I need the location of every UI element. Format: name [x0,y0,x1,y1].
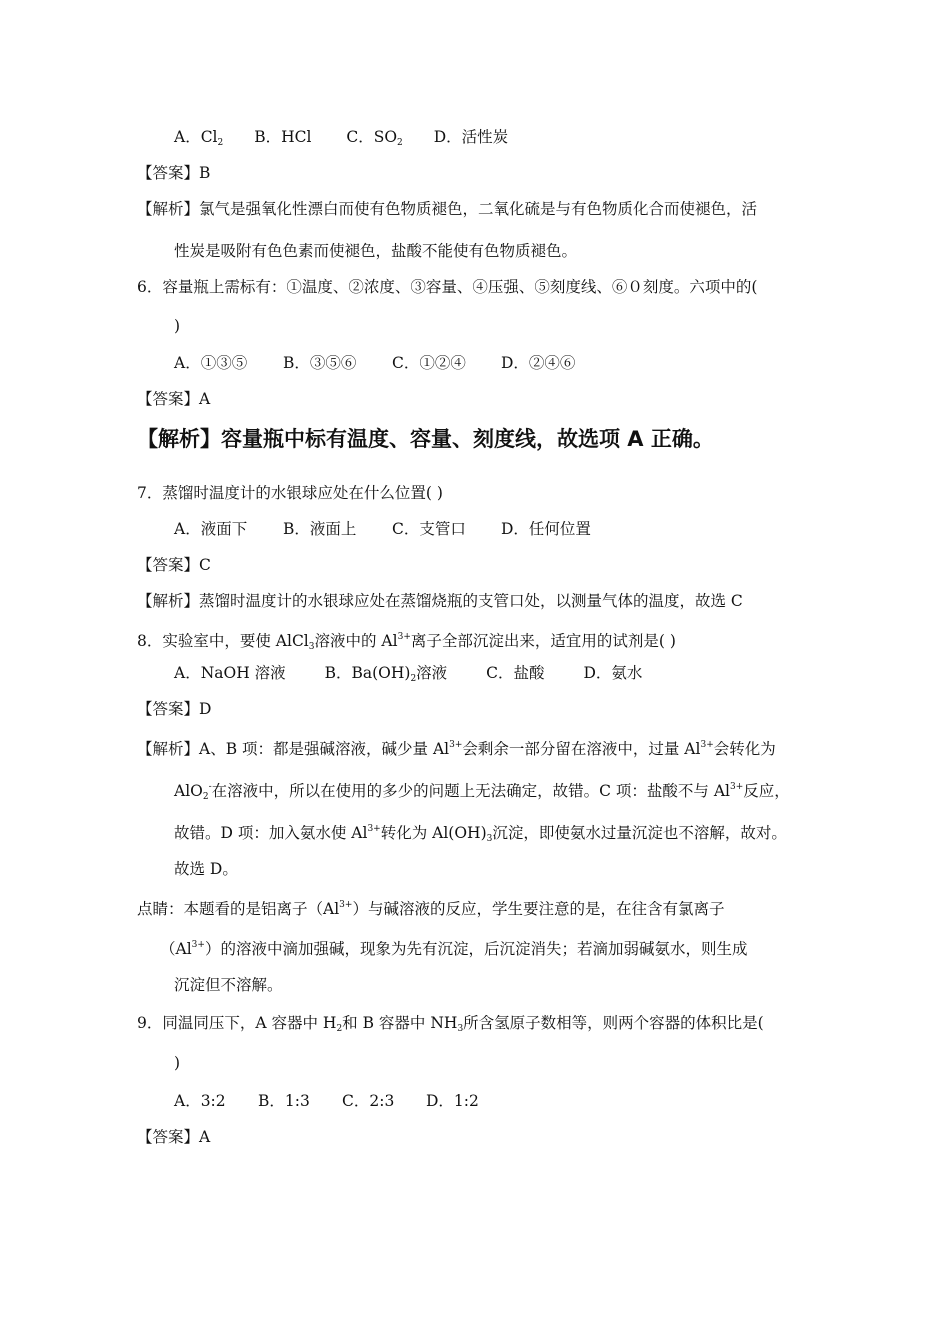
q5-option-b: B．HCl [254,128,312,146]
q9-option-c: C．2:3 [342,1092,395,1110]
q8-options [174,662,642,690]
q8-option-a: A．NaOH 溶液 [174,664,286,682]
q8-answer: 【答案】D [137,700,212,718]
q7-answer: 【答案】C [137,556,211,574]
q8-stem: 8．实验室中，要使 AlCl$_3$溶液中的 $Al^{3+}$离子全部沉淀出来，适宜用的试剂是( ) [137,632,676,652]
q9-option-b: B．1:3 [258,1092,310,1110]
q6-stem-line2: ) [174,317,181,335]
q8-analysis-line2: AlO$_2$-在溶液中，所以在使用的多少的问题上无法确定，故错。C 项：盐酸不与 $Al^{3+}$反应， [174,782,790,802]
q5-option-a: A．$Cl_2$ [174,128,224,148]
q8-option-b: B．$Ba(OH)_2$溶液 [324,664,448,684]
q8-option-d: D．氨水 [583,664,643,682]
q7-option-a: A．液面下 [174,520,248,538]
q7-option-d: D．任何位置 [501,520,591,538]
q6-stem-line1: 6．容量瓶上需标有：①温度、②浓度、③容量、④压强、⑤刻度线、⑥０刻度。六项中的( [137,278,758,296]
q5-answer: 【答案】B [137,164,211,182]
q7-stem: 7．蒸馏时温度计的水银球应处在什么位置( ) [137,484,443,502]
q6-analysis: 【解析】容量瓶中标有温度、容量、刻度线，故选项 A 正确。 [137,427,714,451]
q9-stem-line2: ) [174,1054,181,1072]
q5-analysis-line2: 性炭是吸附有色色素而使褪色，盐酸不能使有色物质褪色。 [174,242,578,260]
q9-options [174,1090,479,1112]
q5-option-c: C．$SO_2$ [346,128,403,148]
q8-analysis-line1: 【解析】A、B 项：都是强碱溶液，碱少量 $Al^{3+}$会剩余一部分留在溶液中，过量 $Al^{3+}$会转化为 [137,740,776,758]
q9-option-a: A．3:2 [174,1092,226,1110]
q6-option-b: B．③⑤⑥ [283,354,357,372]
note-line2: $(Al^{3+})$的溶液中滴加强碱，现象为先有沉淀，后沉淀消失；若滴加弱碱氨水，则生成 [160,940,748,958]
q6-option-d: D．②④⑥ [501,354,576,372]
note-line1: 点睛：本题看的是铝离子$(Al^{3+})$与碱溶液的反应，学生要注意的是，在往含有氯离子 [137,900,725,918]
q6-answer: 【答案】A [137,390,211,408]
q8-analysis-line3: 故错。D 项：加入氨水使 $Al^{3+}$转化为 $Al(OH)_3$沉淀，即使氨水过量沉淀也不溶解，故对。 [174,824,787,844]
q6-options [174,352,575,374]
q5-analysis-line1: 【解析】氯气是强氧化性漂白而使有色物质褪色，二氧化硫是与有色物质化合而使褪色，活 [137,200,758,218]
q9-stem-line1: 9．同温同压下，A 容器中 $H_2$和 B 容器中 $NH_3$所含氢原子数相等，则两个容器的体积比是( [137,1014,764,1034]
q7-options [174,518,591,540]
q5-options [174,126,508,154]
q9-answer: 【答案】A [137,1128,211,1146]
q6-option-c: C．①②④ [392,354,466,372]
q7-analysis: 【解析】蒸馏时温度计的水银球应处在蒸馏烧瓶的支管口处，以测量气体的温度，故选 C [137,592,743,610]
q5-option-d: D．活性炭 [433,128,509,146]
note-line3: 沉淀但不溶解。 [174,976,283,994]
q8-option-c: C．盐酸 [486,664,545,682]
q7-option-c: C．支管口 [392,520,466,538]
q8-analysis-line4: 故选 D。 [174,860,238,878]
q9-option-d: D．1:2 [426,1092,479,1110]
q7-option-b: B．液面上 [283,520,357,538]
q6-option-a: A．①③⑤ [174,354,248,372]
